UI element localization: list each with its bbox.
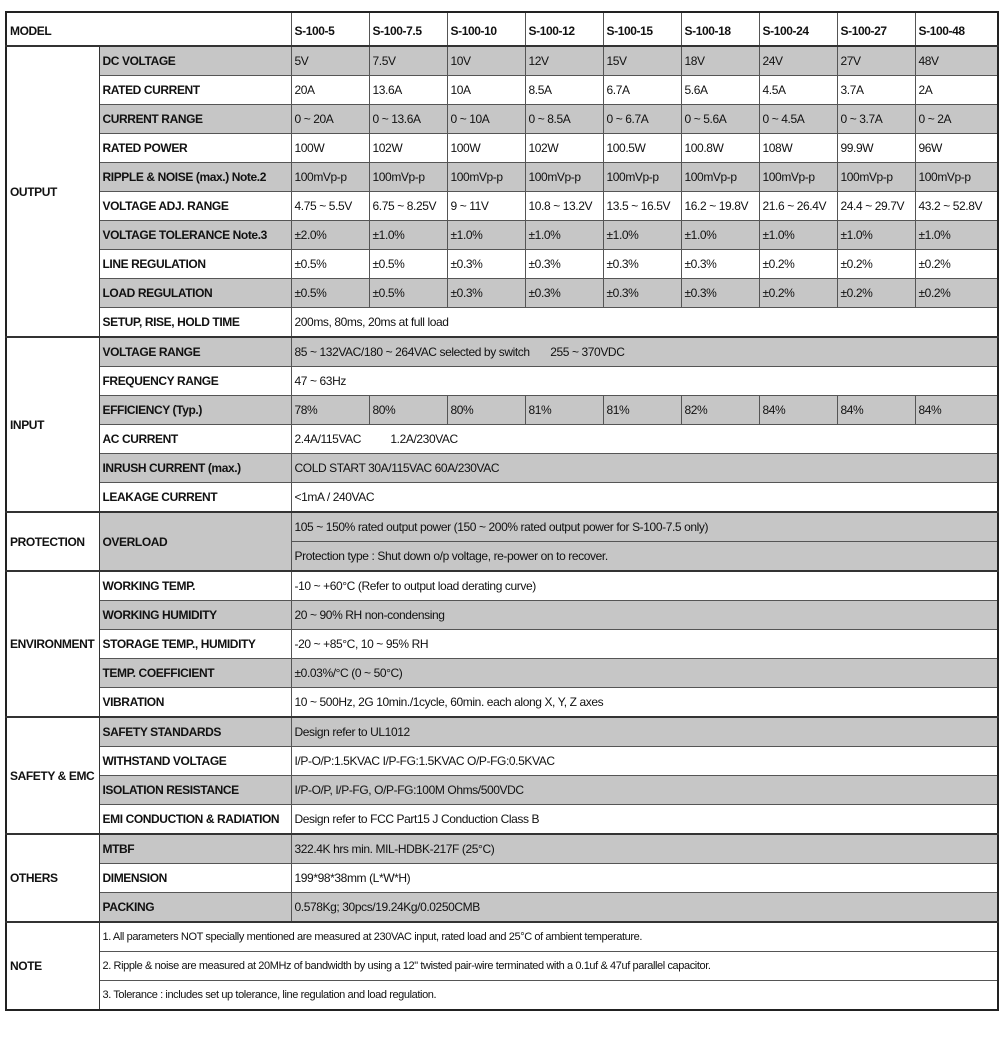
value-cell: 84% bbox=[759, 396, 837, 425]
value-cell: ±0.2% bbox=[837, 250, 915, 279]
table-row bbox=[6, 163, 998, 192]
table-row bbox=[6, 396, 998, 425]
parameter-label: DC VOLTAGE bbox=[99, 46, 291, 76]
value-cell: ±1.0% bbox=[915, 221, 998, 250]
value-cell: 102W bbox=[525, 134, 603, 163]
value-span-cell: Design refer to FCC Part15 J Conduction Class B bbox=[291, 805, 998, 835]
table-row bbox=[6, 192, 998, 221]
parameter-label: EFFICIENCY (Typ.) bbox=[99, 396, 291, 425]
model-header: S-100-7.5 bbox=[369, 12, 447, 46]
value-cell: 100mVp-p bbox=[681, 163, 759, 192]
value-cell: 43.2 ~ 52.8V bbox=[915, 192, 998, 221]
value-cell: 0 ~ 13.6A bbox=[369, 105, 447, 134]
parameter-label: CURRENT RANGE bbox=[99, 105, 291, 134]
value-cell: ±0.5% bbox=[291, 250, 369, 279]
value-span-cell: 0.578Kg; 30pcs/19.24Kg/0.0250CMB bbox=[291, 893, 998, 923]
table-row bbox=[6, 308, 998, 338]
model-header: S-100-15 bbox=[603, 12, 681, 46]
value-cell: 10A bbox=[447, 76, 525, 105]
value-span-cell: I/P-O/P, I/P-FG, O/P-FG:100M Ohms/500VDC bbox=[291, 776, 998, 805]
value-span-cell: 10 ~ 500Hz, 2G 10min./1cycle, 60min. each along X, Y, Z axes bbox=[291, 688, 998, 718]
parameter-label: VOLTAGE RANGE bbox=[99, 337, 291, 367]
value-cell: ±0.3% bbox=[525, 250, 603, 279]
value-cell: ±1.0% bbox=[837, 221, 915, 250]
value-cell: 2A bbox=[915, 76, 998, 105]
value-cell: 3.7A bbox=[837, 76, 915, 105]
model-label: MODEL bbox=[6, 12, 291, 46]
value-cell: 84% bbox=[837, 396, 915, 425]
value-cell: ±1.0% bbox=[447, 221, 525, 250]
value-cell: 8.5A bbox=[525, 76, 603, 105]
value-cell: 0 ~ 5.6A bbox=[681, 105, 759, 134]
parameter-label: SETUP, RISE, HOLD TIME bbox=[99, 308, 291, 338]
value-span-cell: 105 ~ 150% rated output power (150 ~ 200% rated output power for S-100-7.5 only) bbox=[291, 512, 998, 542]
value-cell: 0 ~ 8.5A bbox=[525, 105, 603, 134]
section-label: ENVIRONMENT bbox=[6, 571, 99, 717]
value-cell: 100mVp-p bbox=[525, 163, 603, 192]
parameter-label: SAFETY STANDARDS bbox=[99, 717, 291, 747]
parameter-label: WITHSTAND VOLTAGE bbox=[99, 747, 291, 776]
value-cell: 12V bbox=[525, 46, 603, 76]
table-row bbox=[6, 776, 998, 805]
table-row bbox=[6, 630, 998, 659]
table-row bbox=[6, 893, 998, 923]
value-span-cell: 322.4K hrs min. MIL-HDBK-217F (25°C) bbox=[291, 834, 998, 864]
value-cell: ±0.3% bbox=[525, 279, 603, 308]
table-row bbox=[6, 717, 998, 747]
value-cell: 99.9W bbox=[837, 134, 915, 163]
value-span-cell: -10 ~ +60°C (Refer to output load derating curve) bbox=[291, 571, 998, 601]
value-cell: 4.75 ~ 5.5V bbox=[291, 192, 369, 221]
note-text: 1. All parameters NOT specially mentioned are measured at 230VAC input, rated load and 25°C of ambient temperature. bbox=[99, 922, 998, 952]
value-span-cell: 2.4A/115VAC 1.2A/230VAC bbox=[291, 425, 998, 454]
value-cell: ±1.0% bbox=[525, 221, 603, 250]
value-cell: ±0.2% bbox=[759, 279, 837, 308]
value-cell: 21.6 ~ 26.4V bbox=[759, 192, 837, 221]
value-cell: 15V bbox=[603, 46, 681, 76]
value-span-cell: Protection type : Shut down o/p voltage, re-power on to recover. bbox=[291, 542, 998, 572]
parameter-label: FREQUENCY RANGE bbox=[99, 367, 291, 396]
value-cell: ±0.2% bbox=[915, 279, 998, 308]
model-header: S-100-12 bbox=[525, 12, 603, 46]
section-label: PROTECTION bbox=[6, 512, 99, 571]
value-cell: 81% bbox=[525, 396, 603, 425]
parameter-label: LEAKAGE CURRENT bbox=[99, 483, 291, 513]
value-cell: 6.7A bbox=[603, 76, 681, 105]
value-cell: 84% bbox=[915, 396, 998, 425]
value-span-cell: COLD START 30A/115VAC 60A/230VAC bbox=[291, 454, 998, 483]
value-cell: 5.6A bbox=[681, 76, 759, 105]
table-row bbox=[6, 279, 998, 308]
value-cell: 100W bbox=[291, 134, 369, 163]
table-row bbox=[6, 483, 998, 513]
table-row bbox=[6, 337, 998, 367]
value-cell: 13.5 ~ 16.5V bbox=[603, 192, 681, 221]
spec-table bbox=[5, 11, 999, 1011]
value-cell: 78% bbox=[291, 396, 369, 425]
value-cell: 10V bbox=[447, 46, 525, 76]
value-cell: 5V bbox=[291, 46, 369, 76]
value-cell: 100mVp-p bbox=[603, 163, 681, 192]
value-cell: 100W bbox=[447, 134, 525, 163]
value-cell: 100mVp-p bbox=[447, 163, 525, 192]
value-span-cell: <1mA / 240VAC bbox=[291, 483, 998, 513]
parameter-label: WORKING TEMP. bbox=[99, 571, 291, 601]
parameter-label: LINE REGULATION bbox=[99, 250, 291, 279]
value-cell: ±0.5% bbox=[291, 279, 369, 308]
value-cell: 24.4 ~ 29.7V bbox=[837, 192, 915, 221]
section-label: SAFETY & EMC bbox=[6, 717, 99, 834]
parameter-label: AC CURRENT bbox=[99, 425, 291, 454]
note-row bbox=[6, 981, 998, 1011]
value-cell: 18V bbox=[681, 46, 759, 76]
value-cell: 0 ~ 6.7A bbox=[603, 105, 681, 134]
table-row bbox=[6, 747, 998, 776]
value-cell: 4.5A bbox=[759, 76, 837, 105]
value-cell: 10.8 ~ 13.2V bbox=[525, 192, 603, 221]
model-header: S-100-48 bbox=[915, 12, 998, 46]
note-row bbox=[6, 952, 998, 981]
parameter-label: RATED CURRENT bbox=[99, 76, 291, 105]
value-cell: 13.6A bbox=[369, 76, 447, 105]
value-cell: 102W bbox=[369, 134, 447, 163]
model-header: S-100-27 bbox=[837, 12, 915, 46]
table-row bbox=[6, 134, 998, 163]
value-span-cell: 47 ~ 63Hz bbox=[291, 367, 998, 396]
value-cell: 82% bbox=[681, 396, 759, 425]
value-cell: ±1.0% bbox=[603, 221, 681, 250]
parameter-label: VIBRATION bbox=[99, 688, 291, 718]
value-cell: 20A bbox=[291, 76, 369, 105]
value-span-cell: Design refer to UL1012 bbox=[291, 717, 998, 747]
value-cell: ±0.5% bbox=[369, 250, 447, 279]
value-cell: ±2.0% bbox=[291, 221, 369, 250]
value-cell: 108W bbox=[759, 134, 837, 163]
table-row bbox=[6, 805, 998, 835]
value-cell: ±0.3% bbox=[603, 250, 681, 279]
value-cell: 96W bbox=[915, 134, 998, 163]
value-span-cell: 20 ~ 90% RH non-condensing bbox=[291, 601, 998, 630]
value-cell: 48V bbox=[915, 46, 998, 76]
value-cell: 0 ~ 20A bbox=[291, 105, 369, 134]
value-cell: 100mVp-p bbox=[291, 163, 369, 192]
table-row bbox=[6, 659, 998, 688]
parameter-label: OVERLOAD bbox=[99, 512, 291, 571]
table-row bbox=[6, 864, 998, 893]
note-text: 2. Ripple & noise are measured at 20MHz of bandwidth by using a 12" twisted pair-wire terminated with a 0.1uf & 47uf parallel capacitor. bbox=[99, 952, 998, 981]
parameter-label: RATED POWER bbox=[99, 134, 291, 163]
value-span-cell: 199*98*38mm (L*W*H) bbox=[291, 864, 998, 893]
parameter-label: LOAD REGULATION bbox=[99, 279, 291, 308]
value-cell: 0 ~ 2A bbox=[915, 105, 998, 134]
parameter-label: EMI CONDUCTION & RADIATION bbox=[99, 805, 291, 835]
parameter-label: ISOLATION RESISTANCE bbox=[99, 776, 291, 805]
parameter-label: STORAGE TEMP., HUMIDITY bbox=[99, 630, 291, 659]
table-row bbox=[6, 250, 998, 279]
value-cell: ±1.0% bbox=[681, 221, 759, 250]
parameter-label: WORKING HUMIDITY bbox=[99, 601, 291, 630]
table-row bbox=[6, 834, 998, 864]
model-header: S-100-18 bbox=[681, 12, 759, 46]
table-row bbox=[6, 76, 998, 105]
value-cell: ±0.3% bbox=[681, 279, 759, 308]
header-row bbox=[6, 12, 998, 46]
value-cell: 100mVp-p bbox=[837, 163, 915, 192]
value-span-cell: ±0.03%/°C (0 ~ 50°C) bbox=[291, 659, 998, 688]
table-row bbox=[6, 454, 998, 483]
parameter-label: TEMP. COEFFICIENT bbox=[99, 659, 291, 688]
note-row bbox=[6, 922, 998, 952]
value-cell: 27V bbox=[837, 46, 915, 76]
parameter-label: RIPPLE & NOISE (max.) Note.2 bbox=[99, 163, 291, 192]
value-cell: 80% bbox=[369, 396, 447, 425]
value-cell: 80% bbox=[447, 396, 525, 425]
section-label: OUTPUT bbox=[6, 46, 99, 337]
value-cell: ±1.0% bbox=[369, 221, 447, 250]
value-cell: ±0.3% bbox=[681, 250, 759, 279]
value-cell: 6.75 ~ 8.25V bbox=[369, 192, 447, 221]
table-row bbox=[6, 512, 998, 542]
section-label: NOTE bbox=[6, 922, 99, 1010]
value-cell: ±0.5% bbox=[369, 279, 447, 308]
section-label: INPUT bbox=[6, 337, 99, 512]
table-row bbox=[6, 367, 998, 396]
model-header: S-100-24 bbox=[759, 12, 837, 46]
parameter-label: DIMENSION bbox=[99, 864, 291, 893]
value-cell: ±0.2% bbox=[759, 250, 837, 279]
value-span-cell: 85 ~ 132VAC/180 ~ 264VAC selected by switch 255 ~ 370VDC bbox=[291, 337, 998, 367]
value-cell: 0 ~ 4.5A bbox=[759, 105, 837, 134]
model-header: S-100-10 bbox=[447, 12, 525, 46]
model-header: S-100-5 bbox=[291, 12, 369, 46]
parameter-label: VOLTAGE ADJ. RANGE bbox=[99, 192, 291, 221]
value-cell: 100mVp-p bbox=[915, 163, 998, 192]
value-cell: 100mVp-p bbox=[759, 163, 837, 192]
value-cell: ±0.2% bbox=[837, 279, 915, 308]
parameter-label: VOLTAGE TOLERANCE Note.3 bbox=[99, 221, 291, 250]
value-cell: 0 ~ 10A bbox=[447, 105, 525, 134]
value-cell: 100mVp-p bbox=[369, 163, 447, 192]
value-span-cell: I/P-O/P:1.5KVAC I/P-FG:1.5KVAC O/P-FG:0.5KVAC bbox=[291, 747, 998, 776]
note-text: 3. Tolerance : includes set up tolerance, line regulation and load regulation. bbox=[99, 981, 998, 1011]
table-row bbox=[6, 571, 998, 601]
table-row bbox=[6, 425, 998, 454]
value-cell: 9 ~ 11V bbox=[447, 192, 525, 221]
parameter-label: INRUSH CURRENT (max.) bbox=[99, 454, 291, 483]
value-cell: ±0.2% bbox=[915, 250, 998, 279]
value-cell: 7.5V bbox=[369, 46, 447, 76]
table-row bbox=[6, 221, 998, 250]
value-cell: 100.8W bbox=[681, 134, 759, 163]
value-cell: ±1.0% bbox=[759, 221, 837, 250]
value-span-cell: 200ms, 80ms, 20ms at full load bbox=[291, 308, 998, 338]
table-row bbox=[6, 601, 998, 630]
value-cell: 100.5W bbox=[603, 134, 681, 163]
table-row bbox=[6, 105, 998, 134]
value-cell: ±0.3% bbox=[603, 279, 681, 308]
value-cell: ±0.3% bbox=[447, 250, 525, 279]
parameter-label: MTBF bbox=[99, 834, 291, 864]
value-cell: 16.2 ~ 19.8V bbox=[681, 192, 759, 221]
value-cell: ±0.3% bbox=[447, 279, 525, 308]
value-cell: 81% bbox=[603, 396, 681, 425]
section-label: OTHERS bbox=[6, 834, 99, 922]
table-row bbox=[6, 46, 998, 76]
value-cell: 24V bbox=[759, 46, 837, 76]
parameter-label: PACKING bbox=[99, 893, 291, 923]
value-span-cell: -20 ~ +85°C, 10 ~ 95% RH bbox=[291, 630, 998, 659]
table-row bbox=[6, 688, 998, 718]
value-cell: 0 ~ 3.7A bbox=[837, 105, 915, 134]
